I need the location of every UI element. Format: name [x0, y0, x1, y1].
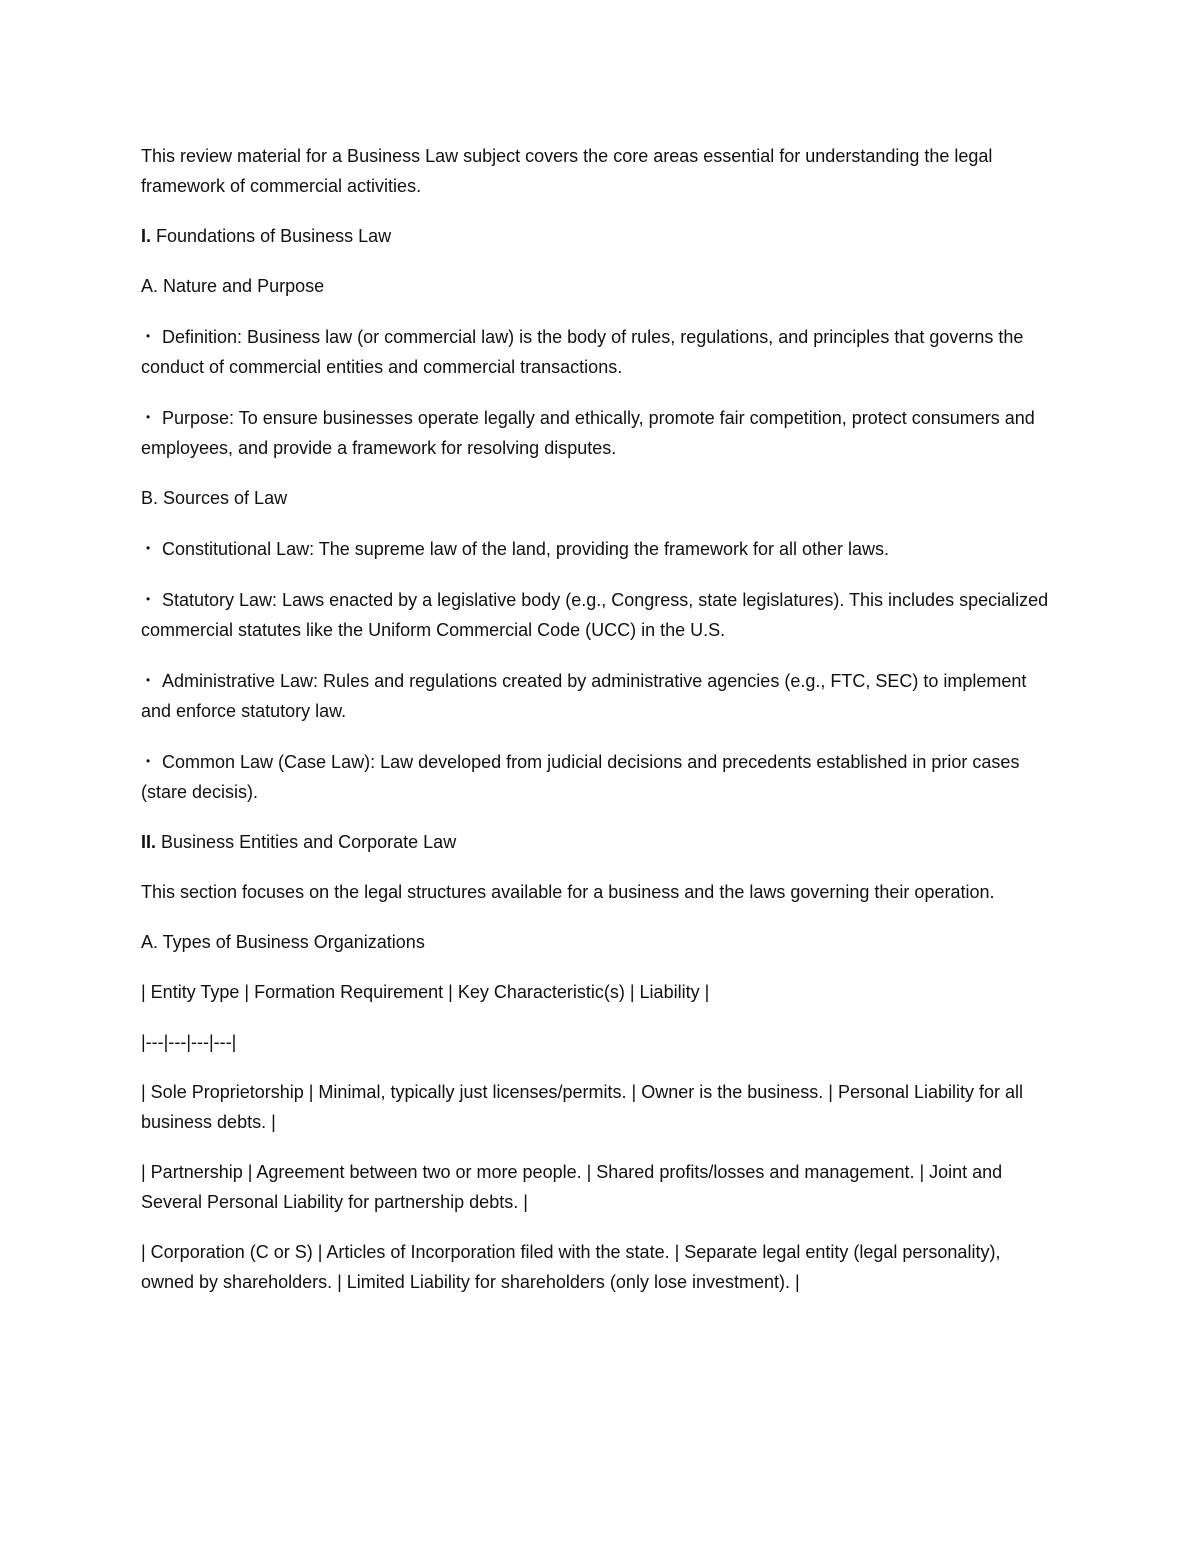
bullet-text: Administrative Law: Rules and regulations created by administrative agencies (e.g., FTC, SEC) to implement and enforce statutory law.	[141, 671, 1027, 721]
bullet-text: Statutory Law: Laws enacted by a legislative body (e.g., Congress, state legislatures). This includes specialized commercial statutes like the Uniform Commercial Code (UCC) in the U.S.	[141, 590, 1049, 640]
table-row-corporation: | Corporation (C or S) | Articles of Incorporation filed with the state. | Separate legal entity (legal personality), owned by shareholders. | Limited Liability for shareholders (only lose investment). |	[141, 1242, 1001, 1292]
table-header-line: | Entity Type | Formation Requirement | Key Characteristic(s) | Liability |	[141, 982, 710, 1002]
bullet-icon: •	[146, 673, 151, 687]
bullet-icon: •	[146, 541, 151, 555]
bullet-text: Purpose: To ensure businesses operate legally and ethically, promote fair competition, protect consumers and employees, and provide a framework for resolving disputes.	[141, 408, 1035, 458]
bullet-text: Common Law (Case Law): Law developed from judicial decisions and precedents established in prior cases (stare decisis).	[141, 752, 1020, 802]
bullet-icon: •	[146, 754, 151, 768]
bullet-icon: •	[146, 329, 151, 343]
section-2-heading	[141, 827, 1056, 857]
bullet-icon: •	[146, 592, 151, 606]
section-1-heading	[141, 221, 1056, 251]
section-1b-heading: B. Sources of Law	[141, 488, 288, 508]
bullet-item-definition	[141, 321, 1056, 382]
table-row-partnership: | Partnership | Agreement between two or more people. | Shared profits/losses and management. | Joint and Several Personal Liability for partnership debts. |	[141, 1162, 1003, 1212]
table-separator-line: |---|---|---|---|	[141, 1032, 237, 1052]
bullet-item-administrative-law	[141, 665, 1056, 726]
bullet-item-common-law	[141, 746, 1056, 807]
bullet-text: Constitutional Law: The supreme law of the land, providing the framework for all other laws.	[162, 539, 890, 559]
section-2-title: Business Entities and Corporate Law	[161, 832, 457, 852]
document-body	[141, 141, 1056, 1317]
section-2-intro: This section focuses on the legal structures available for a business and the laws governing their operation.	[141, 882, 995, 902]
intro-paragraph: This review material for a Business Law subject covers the core areas essential for understanding the legal framework of commercial activities.	[141, 146, 993, 196]
bullet-icon: •	[146, 410, 151, 424]
bullet-item-statutory-law	[141, 584, 1056, 645]
section-2-numeral: II.	[141, 832, 157, 852]
bullet-text: Definition: Business law (or commercial law) is the body of rules, regulations, and principles that governs the conduct of commercial entities and commercial transactions.	[141, 327, 1024, 377]
bullet-item-constitutional-law	[141, 533, 1056, 564]
table-row-sole-proprietorship: | Sole Proprietorship | Minimal, typically just licenses/permits. | Owner is the business. | Personal Liability for all business debts. |	[141, 1082, 1024, 1132]
section-1-numeral: I.	[141, 226, 152, 246]
bullet-item-purpose	[141, 402, 1056, 463]
section-2a-heading: A. Types of Business Organizations	[141, 932, 425, 952]
section-1-title: Foundations of Business Law	[156, 226, 392, 246]
section-1a-heading: A. Nature and Purpose	[141, 276, 325, 296]
